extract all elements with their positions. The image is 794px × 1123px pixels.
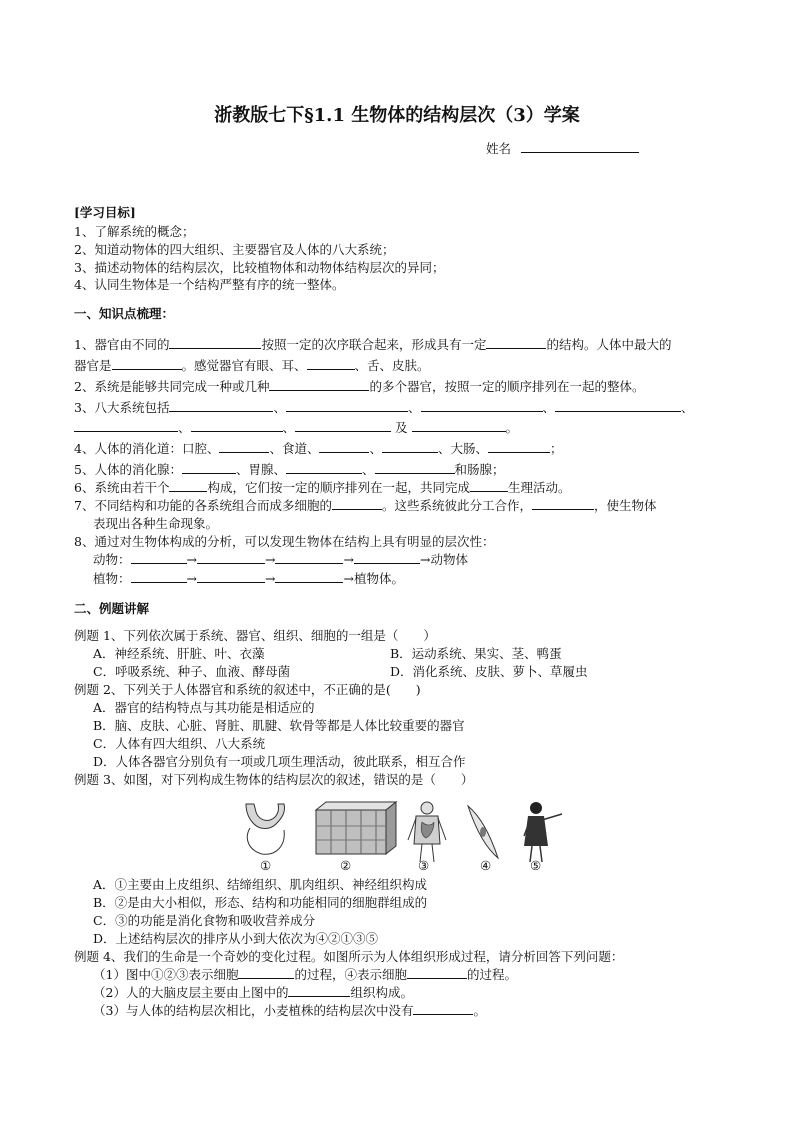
- example1-stem: 例题 1、下列依次属于系统、器官、组织、细胞的一组是（ ）: [74, 628, 436, 643]
- stomach-image: [246, 804, 285, 854]
- example2-option-a: A．器官的结构特点与其功能是相适应的: [93, 700, 315, 715]
- example4-q2: （2）人的大脑皮层主要由上图中的 组织构成。: [93, 985, 413, 1000]
- knowledge-q1-line1: 1、器官由不同的 按照一定的次序联合起来，形成具有一定 的结构。人体中最大的: [74, 337, 672, 352]
- example3-stem: 例题 3、如图，对下列构成生物体的结构层次的叙述，错误的是（ ）: [74, 772, 474, 787]
- knowledge-q7-line2: 表现出各种生命现象。: [93, 516, 219, 531]
- name-line: [486, 141, 639, 156]
- example4-q3: （3）与人体的结构层次相比，小麦植株的结构层次中没有 。: [93, 1003, 486, 1018]
- knowledge-q8: 8、通过对生物体构成的分析，可以发现生物体在结构上具有明显的层次性：: [74, 534, 495, 549]
- knowledge-q6: 6、系统由若干个 构成，它们按一定的顺序排列在一起，共同完成 生理活动。: [74, 480, 571, 495]
- structure-figure-svg: [236, 800, 566, 872]
- example4-stem: 例题 4、我们的生命是一个奇妙的变化过程。如图所示为人体组织形成过程，请分析回答下列问题：: [74, 949, 624, 964]
- figure-label-2: ②: [340, 858, 352, 873]
- goal-item: 3、描述动物体的结构层次，比较植物体和动物体结构层次的异同；: [74, 260, 445, 275]
- example2-option-c: C．人体有四大组织、八大系统: [93, 736, 266, 751]
- example3-option-b: B．②是由大小相似，形态、结构和功能相同的细胞群组成的: [93, 895, 428, 910]
- example1-option-a: A．神经系统、肝脏、叶、衣藻: [93, 646, 265, 661]
- example2-option-d: D．人体各器官分别负有一项或几项生理活动，彼此联系，相互合作: [93, 754, 466, 769]
- goals-heading: [学习目标]: [74, 205, 136, 220]
- goal-item: 1、了解系统的概念；: [74, 224, 195, 239]
- name-label: 姓名: [486, 141, 512, 156]
- person-image: [524, 802, 562, 862]
- example3-option-a: A．①主要由上皮组织、结缔组织、肌肉组织、神经组织构成: [93, 877, 428, 892]
- section2-heading: 二、例题讲解: [74, 601, 150, 616]
- page-title: 浙教版七下§1.1 生物体的结构层次（3）学案: [214, 105, 580, 126]
- example3-option-c: C．③的功能是消化食物和吸收营养成分: [93, 913, 316, 928]
- figure-label-3: ③: [418, 858, 430, 873]
- knowledge-q3-line1: 3、八大系统包括 、 、 、 、: [74, 400, 694, 415]
- example2-option-b: B．脑、皮肤、心脏、肾脏、肌腱、软骨等都是人体比较重要的器官: [93, 718, 465, 733]
- knowledge-q3-line2: 、 、 及 。: [74, 420, 518, 435]
- knowledge-q5: 5、人体的消化腺： 、胃腺、 、 和肠腺；: [74, 462, 505, 477]
- name-blank: [521, 141, 639, 153]
- example1-option-c: C．呼吸系统、种子、血液、酵母菌: [93, 664, 291, 679]
- example1-option-b: B．运动系统、果实、茎、鸭蛋: [390, 646, 562, 661]
- example1-option-d: D．消化系统、皮肤、萝卜、草履虫: [390, 664, 588, 679]
- knowledge-q4: 4、人体的消化道：口腔、 、食道、 、 、大肠、 ；: [74, 441, 563, 456]
- plant-hierarchy: 植物： → → →植物体。: [93, 571, 404, 586]
- goal-item: 4、认同生物体是一个结构严整有序的统一整体。: [74, 277, 345, 292]
- example2-stem: 例题 2、下列关于人体器官和系统的叙述中，不正确的是( ): [74, 682, 421, 697]
- knowledge-q7-line1: 7、不同结构和功能的各系统组合而成多细胞的 。这些系统彼此分工合作， ，使生物体: [74, 498, 657, 513]
- figure-label-4: ④: [480, 858, 492, 873]
- knowledge-q1-line2: 器官是 。感觉器官有眼、耳、 、舌、皮肤。: [74, 358, 430, 373]
- figure-label-1: ①: [260, 858, 272, 873]
- knowledge-q2: 2、系统是能够共同完成一种或几种 的多个器官，按照一定的顺序排列在一起的整体。: [74, 379, 645, 394]
- example3-option-d: D．上述结构层次的排序从小到大依次为④②①③⑤: [93, 931, 379, 946]
- figure-label-5: ⑤: [530, 858, 542, 873]
- section1-heading: 一、知识点梳理：: [74, 306, 175, 321]
- goal-item: 2、知道动物体的四大组织、主要器官及人体的八大系统；: [74, 242, 395, 257]
- tissue-block-image: [316, 802, 396, 854]
- example4-q1: （1）图中①②③表示细胞 的过程，④表示细胞 的过程。: [93, 967, 517, 982]
- animal-hierarchy: 动物： → → → →动物体: [93, 552, 468, 567]
- muscle-cell-image: [468, 806, 498, 858]
- structure-figure: [236, 800, 566, 872]
- human-digestive-system-image: [408, 802, 446, 862]
